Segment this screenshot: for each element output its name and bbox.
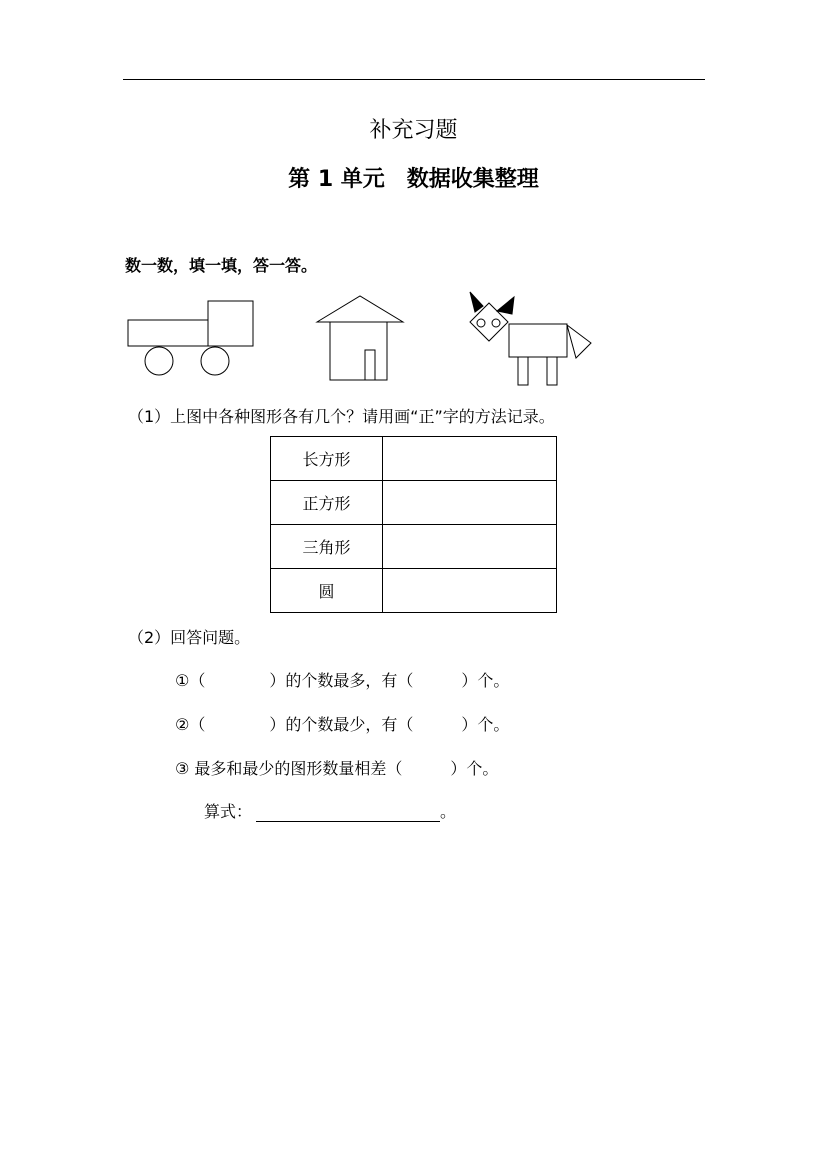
animal-ear-triangle [497, 297, 514, 314]
table-row [271, 525, 557, 569]
shape-label: 三角形 [271, 525, 383, 569]
table-row [271, 481, 557, 525]
house-door-rect [365, 350, 375, 380]
truck-figure [128, 301, 253, 375]
truck-wheel-circle [145, 347, 173, 375]
truck-wheel-circle [201, 347, 229, 375]
tally-cell[interactable] [383, 481, 557, 525]
question-1-text: （1）上图中各种图形各有几个？请用画“正”字的方法记录。 [128, 407, 555, 426]
house-figure [317, 296, 403, 380]
animal-figure [470, 292, 591, 385]
animal-leg-rect [518, 357, 528, 385]
tally-cell[interactable] [383, 569, 557, 613]
animal-eye-circle [492, 319, 500, 327]
animal-tail-triangle [567, 325, 591, 358]
animal-body-rect [509, 324, 567, 357]
figures-illustration [0, 0, 827, 400]
formula-answer-line[interactable] [256, 803, 440, 822]
truck-cab-square [208, 301, 253, 346]
formula-end: 。 [440, 802, 457, 821]
formula-label: 算式： [204, 802, 253, 821]
house-wall-square [330, 322, 387, 380]
table-row [271, 569, 557, 613]
sub-question-1: ①（ ）的个数最多，有（ ）个。 [175, 671, 510, 690]
tally-cell[interactable] [383, 437, 557, 481]
sub-question-2: ②（ ）的个数最少，有（ ）个。 [175, 715, 510, 734]
instruction-text: 数一数，填一填，答一答。 [125, 256, 318, 275]
truck-body-rect [128, 320, 208, 346]
shape-label: 圆 [271, 569, 383, 613]
formula-row [204, 799, 456, 822]
animal-leg-rect [547, 357, 557, 385]
house-roof-triangle [317, 296, 403, 322]
shape-label: 正方形 [271, 481, 383, 525]
animal-eye-circle [477, 319, 485, 327]
question-2-text: （2）回答问题。 [128, 628, 251, 647]
tally-table [270, 436, 557, 613]
unit-title: 第 1 单元 数据收集整理 [288, 167, 539, 192]
table-row [271, 437, 557, 481]
page-title: 补充习题 [369, 118, 458, 143]
shape-label: 长方形 [271, 437, 383, 481]
sub-question-3: ③ 最多和最少的图形数量相差（ ）个。 [175, 759, 499, 778]
animal-ear-triangle [470, 292, 483, 312]
tally-cell[interactable] [383, 525, 557, 569]
